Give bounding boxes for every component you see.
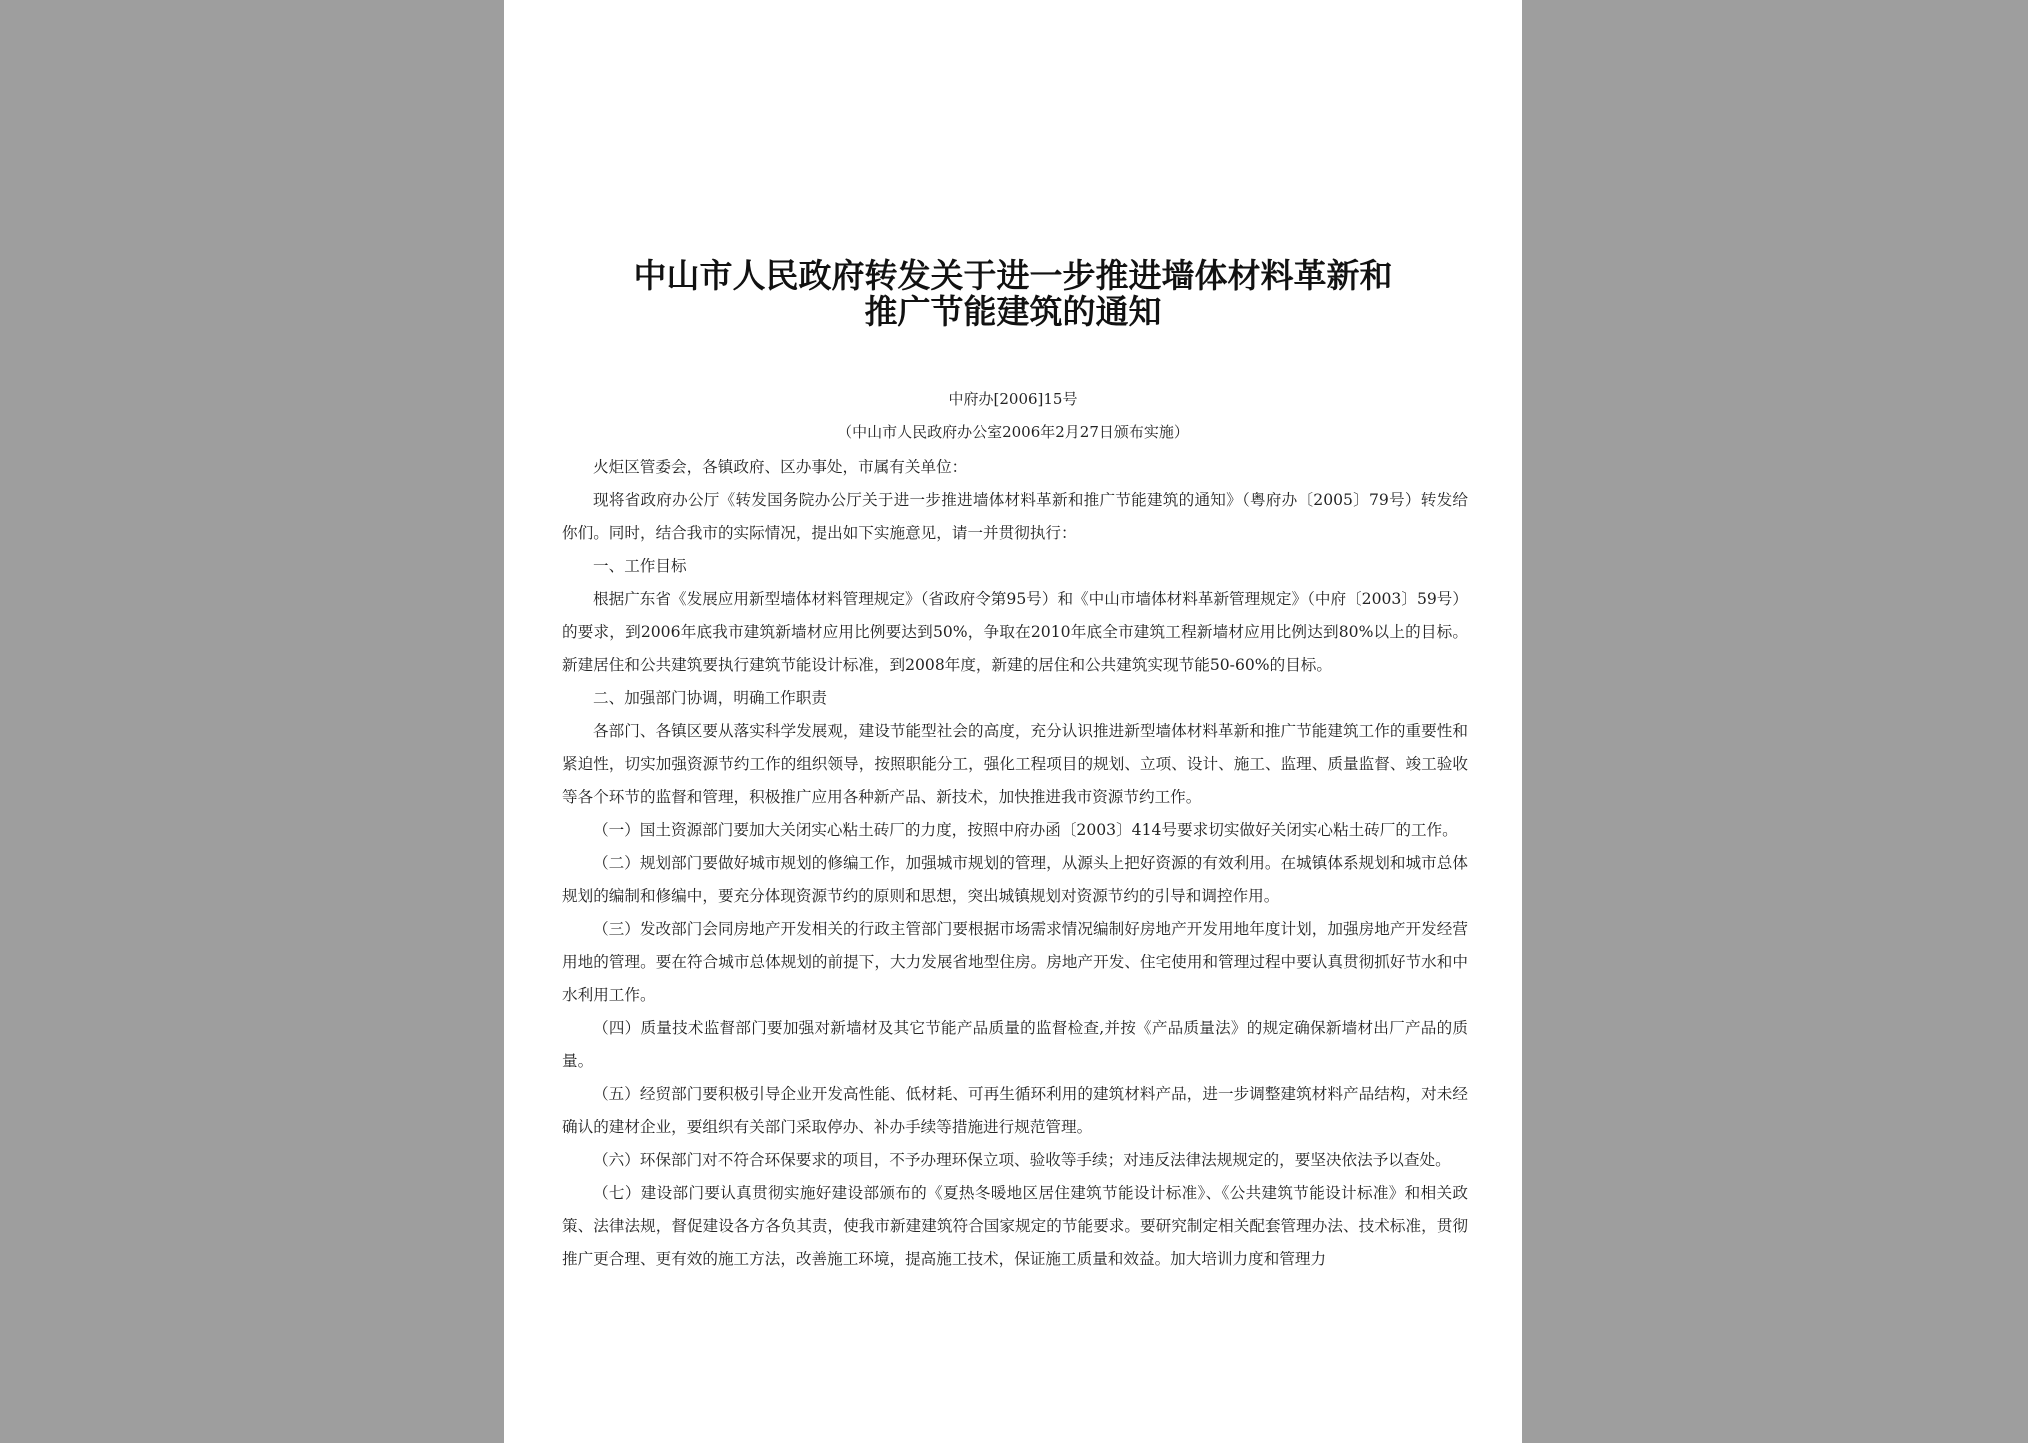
paragraph: （三）发改部门会同房地产开发相关的行政主管部门要根据市场需求情况编制好房地产开发用地年度计划，加强房地产开发经营用地的管理。要在符合城市总体规划的前提下，大力发展省地型住房。房地产开发、住宅使用和管理过程中要认真贯彻抓好节水和中水利用工作。 <box>562 920 1468 1004</box>
paragraph: （二）规划部门要做好城市规划的修编工作，加强城市规划的管理，从源头上把好资源的有效利用。在城镇体系规划和城市总体规划的编制和修编中，要充分体现资源节约的原则和思想，突出城镇规划对资源节约的引导和调控作用。 <box>562 854 1468 905</box>
paragraph: （一）国土资源部门要加大关闭实心粘土砖厂的力度，按照中府办函〔2003〕414号要求切实做好关闭实心粘土砖厂的工作。 <box>593 821 1458 839</box>
paragraph-intro: 现将省政府办公厅《转发国务院办公厅关于进一步推进墙体材料革新和推广节能建筑的通知》（粤府办〔2005〕79号）转发给你们。同时，结合我市的实际情况，提出如下实施意见，请一并贯彻执行： <box>562 491 1468 542</box>
paragraph-addressees: 火炬区管委会，各镇政府、区办事处，市属有关单位： <box>593 458 968 476</box>
title-line-1: 中山市人民政府转发关于进一步推进墙体材料革新和 <box>633 256 1393 295</box>
section-heading-2: 二、加强部门协调，明确工作职责 <box>593 689 827 707</box>
paragraph: （四）质量技术监督部门要加强对新墙材及其它节能产品质量的监督检查,并按《产品质量法》的规定确保新墙材出厂产品的质量。 <box>562 1019 1468 1070</box>
document-number: 中府办[2006]15号 <box>948 390 1078 408</box>
paragraph: （六）环保部门对不符合环保要求的项目，不予办理环保立项、验收等手续；对违反法律法规规定的，要坚决依法予以查处。 <box>593 1151 1451 1169</box>
issuer-line: （中山市人民政府办公室2006年2月27日颁布实施） <box>837 423 1189 441</box>
document-title <box>504 258 1522 330</box>
paragraph: （七）建设部门要认真贯彻实施好建设部颁布的《夏热冬暖地区居住建筑节能设计标准》、《公共建筑节能设计标准》和相关政策、法律法规，督促建设各方各负其责，使我市新建建筑符合国家规定的节能要求。要研究制定相关配套管理办法、技术标准，贯彻推广更合理、更有效的施工方法，改善施工环境，提高施工技术，保证施工质量和效益。加大培训力度和管理力 <box>562 1184 1468 1268</box>
document-body <box>562 451 1468 1276</box>
paragraph: 根据广东省《发展应用新型墙体材料管理规定》（省政府令第95号）和《中山市墙体材料革新管理规定》（中府〔2003〕59号）的要求，到2006年底我市建筑新墙材应用比例要达到50%，争取在2010年底全市建筑工程新墙材应用比例达到80%以上的目标。新建居住和公共建筑要执行建筑节能设计标准，到2008年度，新建的居住和公共建筑实现节能50-60%的目标。 <box>562 590 1468 674</box>
section-heading-1: 一、工作目标 <box>593 557 687 575</box>
paragraph: 各部门、各镇区要从落实科学发展观，建设节能型社会的高度，充分认识推进新型墙体材料革新和推广节能建筑工作的重要性和紧迫性，切实加强资源节约工作的组织领导，按照职能分工，强化工程项目的规划、立项、设计、施工、监理、质量监督、竣工验收等各个环节的监督和管理，积极推广应用各种新产品、新技术，加快推进我市资源节约工作。 <box>562 722 1468 806</box>
paragraph: （五）经贸部门要积极引导企业开发高性能、低材耗、可再生循环利用的建筑材料产品，进一步调整建筑材料产品结构，对未经确认的建材企业，要组织有关部门采取停办、补办手续等措施进行规范管理。 <box>562 1085 1468 1136</box>
document-page <box>504 0 1522 1443</box>
title-line-2: 推广节能建筑的通知 <box>864 292 1162 331</box>
